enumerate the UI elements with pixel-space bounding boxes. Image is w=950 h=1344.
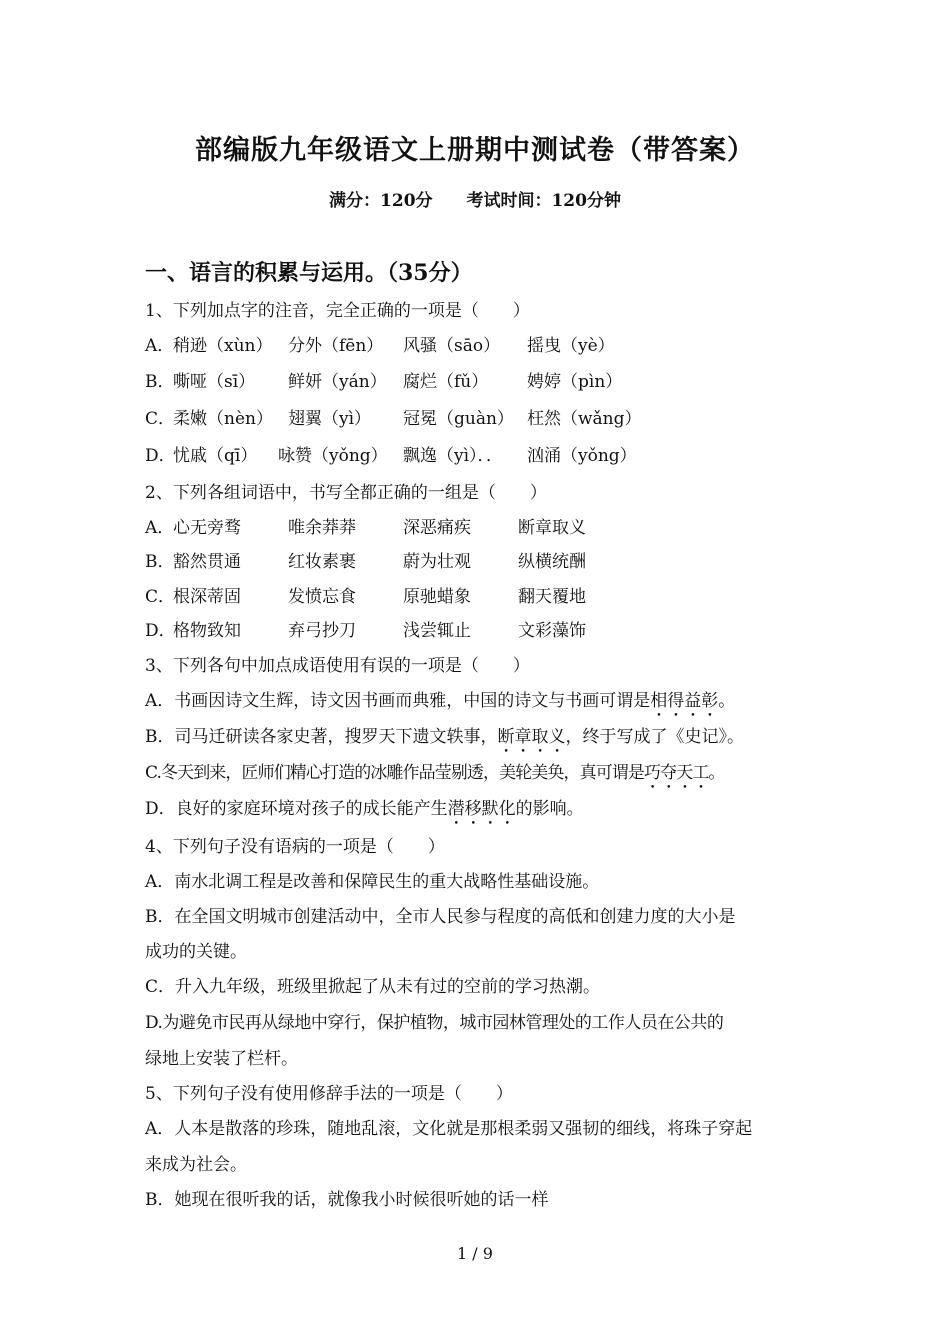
q1-option-c-item: 冠冕（guàn） <box>403 409 514 429</box>
q1-option-b-item: 鲜妍（yán） <box>288 372 387 392</box>
q2-option-b-item: 红妆素裹 <box>288 552 356 572</box>
q4-option-b: B．在全国文明城市创建活动中，全市人民参与程度的高低和创建力度的大小是 <box>145 907 736 927</box>
q2-option-b-item: 蔚为壮观 <box>403 552 471 572</box>
exam-time: 考试时间：120分钟 <box>466 191 621 211</box>
q1-option-d-item: 忧戚（qī） <box>173 446 258 466</box>
q2-option-d-item: 弃弓抄刀 <box>288 621 356 641</box>
q3-option-d-idiom: 潜移默化 <box>447 799 516 819</box>
q1-option-d-item: 汹涌（yǒng） <box>527 446 637 466</box>
q2-option-c-item: 发愤忘食 <box>288 587 356 607</box>
q3-option-c-text: C.冬天到来，匠师们精心打造的冰雕作品莹剔透，美轮美奂，真可谓是 <box>145 763 645 783</box>
q5-option-a: A．人本是散落的珍珠，随地乱滚，文化就是那根柔弱又强韧的细线，将珠子穿起 <box>145 1119 753 1139</box>
q1-option-c-item: 翅翼（yì） <box>288 409 372 429</box>
section-heading: 一、语言的积累与运用。（35分） <box>145 260 473 286</box>
q5-option-b: B．她现在很听我的话，就像我小时候很听她的话一样 <box>145 1190 549 1210</box>
q3-option-d-end: 的影响。 <box>515 799 584 819</box>
page-title: 部编版九年级语文上册期中测试卷（带答案） <box>195 135 755 166</box>
q2-option-c-item: 翻天覆地 <box>518 587 586 607</box>
q1-option-a-item: 风骚（sāo） <box>403 336 501 356</box>
q1-option-c-item: 柔嫩（nèn） <box>173 409 273 429</box>
q3-stem: 3、下列各句中加点成语使用有误的一项是（ ） <box>145 656 530 676</box>
q2-stem: 2、下列各组词语中，书写全都正确的一组是（ ） <box>145 483 547 503</box>
q2-option-d-label: D． <box>145 621 176 641</box>
q2-option-c-item: 根深蒂固 <box>173 587 241 607</box>
q3-option-d-text: D．良好的家庭环境对孩子的成长能产生 <box>145 799 448 819</box>
q2-option-d-item: 格物致知 <box>173 621 241 641</box>
q2-option-b-item: 纵横统酬 <box>518 552 586 572</box>
q3-option-a-idiom: 相得益彰 <box>650 691 719 711</box>
q1-option-c-item: 枉然（wǎng） <box>527 409 642 429</box>
q1-option-c-label: C． <box>145 409 176 429</box>
q3-option-b-idiom: 断章取义 <box>497 727 566 747</box>
q2-option-d-item: 文彩藻饰 <box>518 621 586 641</box>
q4-option-d: D.为避免市民再从绿地中穿行，保护植物，城市园林管理处的工作人员在公共的 <box>145 1013 724 1033</box>
q2-option-c-label: C． <box>145 587 176 607</box>
q1-option-a-item: 分外（fēn） <box>288 336 384 356</box>
q2-option-b-item: 豁然贯通 <box>173 552 241 572</box>
q1-stem: 1、下列加点字的注音，完全正确的一项是（ ） <box>145 301 530 321</box>
q4-option-c: C．升入九年级，班级里掀起了从未有过的空前的学习热潮。 <box>145 977 601 997</box>
q3-option-a-text: A．书画因诗文生辉，诗文因书画而典雅，中国的诗文与书画可谓是 <box>145 691 651 711</box>
full-score: 满分：120分 <box>329 191 433 211</box>
q1-option-d-item: 飘逸（yì）．． <box>403 446 504 466</box>
q1-option-b-item: 腐烂（fǔ） <box>403 372 489 392</box>
q3-option-b-text: B．司马迁研读各家史著，搜罗天下遗文轶事， <box>145 727 498 747</box>
page-number: 1 / 9 <box>457 1244 493 1263</box>
q1-option-d-label: D． <box>145 446 176 466</box>
q3-option-c-end: 。 <box>708 763 725 783</box>
q2-option-a-item: 唯余莽莽 <box>288 518 356 538</box>
q1-option-b-label: B． <box>145 372 175 392</box>
q4-option-b-cont: 成功的关键。 <box>145 942 247 962</box>
q2-option-b-label: B． <box>145 552 175 572</box>
q4-option-a: A．南水北调工程是改善和保障民生的重大战略性基础设施。 <box>145 872 600 892</box>
q2-option-c-item: 原驰蜡象 <box>403 587 471 607</box>
q2-option-a-item: 深恶痛疾 <box>403 518 471 538</box>
q4-option-d-cont: 绿地上安装了栏杆。 <box>145 1049 298 1069</box>
q1-option-a-item: 摇曳（yè） <box>527 336 615 356</box>
q2-option-a-label: A． <box>145 518 175 538</box>
q2-option-a-item: 心无旁骛 <box>173 518 241 538</box>
q3-option-d <box>145 794 584 829</box>
q3-option-b-end: ，终于写成了《史记》。 <box>565 727 744 747</box>
q1-option-a-item: 稍逊（xùn） <box>173 336 273 356</box>
q2-option-a-item: 断章取义 <box>518 518 586 538</box>
q1-option-d-item: 咏赞（yǒng） <box>278 446 388 466</box>
q3-option-a <box>145 686 735 721</box>
q1-option-a-label: A． <box>145 336 175 356</box>
q3-option-c <box>145 758 725 793</box>
q3-option-b <box>145 722 744 757</box>
q5-option-a-cont: 来成为社会。 <box>145 1155 247 1175</box>
q3-option-c-idiom: 巧夺天工 <box>644 763 709 783</box>
exam-info <box>0 186 950 211</box>
q5-stem: 5、下列句子没有使用修辞手法的一项是（ ） <box>145 1084 513 1104</box>
q2-option-d-item: 浅尝辄止 <box>403 621 471 641</box>
q1-option-b-item: 嘶哑（sī） <box>173 372 256 392</box>
q3-option-a-end: 。 <box>718 691 736 711</box>
q4-stem: 4、下列句子没有语病的一项是（ ） <box>145 837 445 857</box>
q1-option-b-item: 娉婷（pìn） <box>527 372 623 392</box>
